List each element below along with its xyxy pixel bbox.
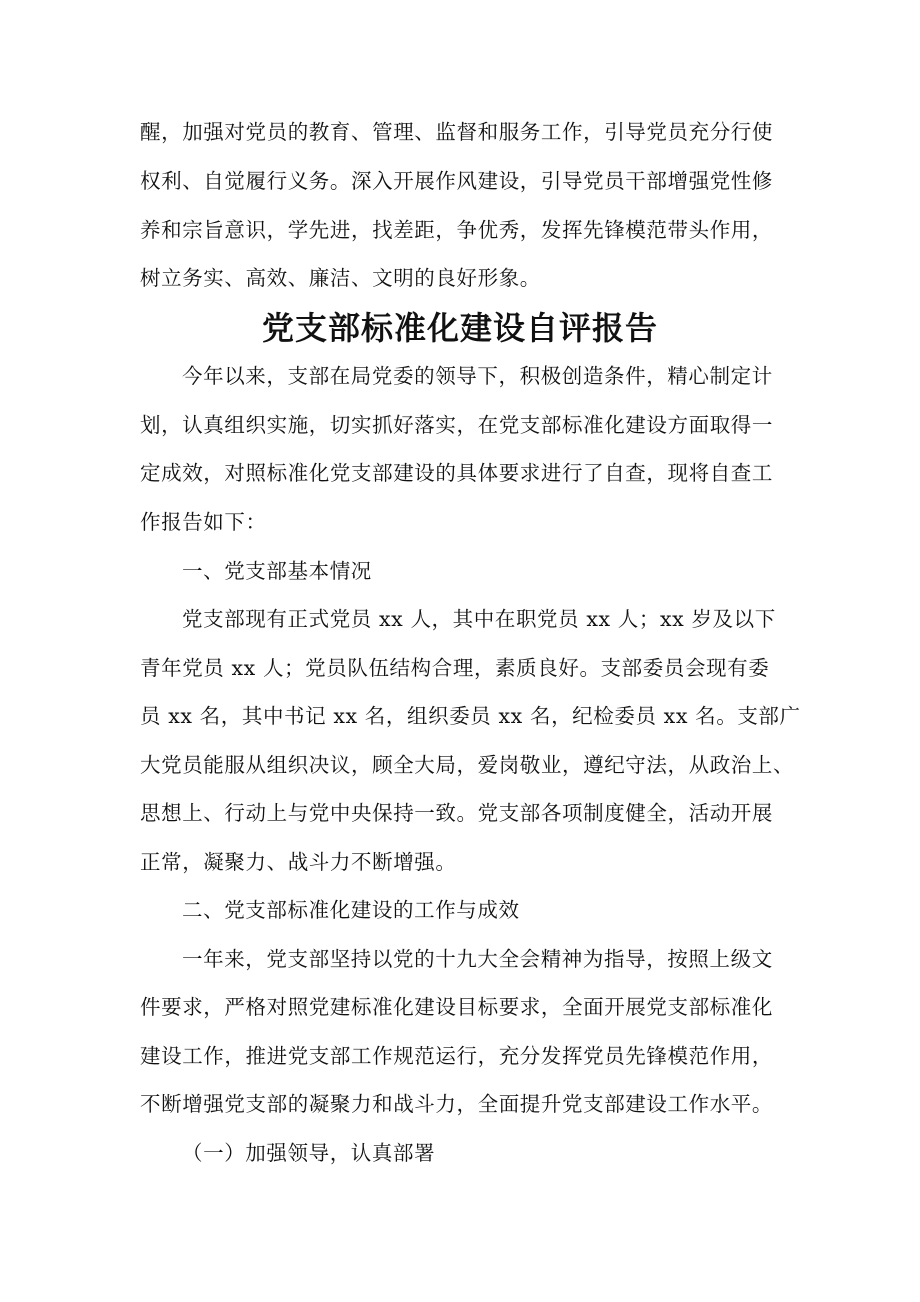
section-heading-2: 二、党支部标准化建设的工作与成效: [182, 898, 520, 922]
paragraph-2-line-3: 员 xx 名，其中书记 xx 名，组织委员 xx 名，纪检委员 xx 名。支部广: [140, 704, 801, 728]
paragraph-2-line-5: 思想上、行动上与党中央保持一致。党支部各项制度健全，活动开展: [140, 801, 773, 825]
report-title: 党支部标准化建设自评报告: [261, 309, 658, 347]
paragraph-1-line-2: 划，认真组织实施，切实抓好落实，在党支部标准化建设方面取得一: [140, 413, 773, 437]
intro-line-3: 养和宗旨意识，学先进，找差距，争优秀，发挥先锋模范带头作用，: [140, 218, 773, 242]
intro-line-4: 树立务实、高效、廉洁、文明的良好形象。: [140, 266, 541, 290]
paragraph-1-line-1: 今年以来，支部在局党委的领导下，积极创造条件，精心制定计: [182, 364, 773, 388]
intro-line-1: 醒，加强对党员的教育、管理、监督和服务工作，引导党员充分行使: [140, 120, 773, 144]
subsection-heading-1: （一）加强领导，认真部署: [182, 1141, 436, 1165]
paragraph-3-line-2: 件要求，严格对照党建标准化建设目标要求，全面开展党支部标准化: [140, 995, 773, 1019]
paragraph-2-line-4: 大党员能服从组织决议，顾全大局，爱岗敬业，遵纪守法，从政治上、: [140, 753, 795, 777]
paragraph-3-line-3: 建设工作，推进党支部工作规范运行，充分发挥党员先锋模范作用，: [140, 1044, 773, 1068]
paragraph-2-line-2: 青年党员 xx 人；党员队伍结构合理，素质良好。支部委员会现有委: [140, 656, 770, 680]
paragraph-2-line-1: 党支部现有正式党员 xx 人，其中在职党员 xx 人；xx 岁及以下: [182, 607, 776, 631]
paragraph-3-line-1: 一年来，党支部坚持以党的十九大全会精神为指导，按照上级文: [182, 947, 773, 971]
intro-line-2: 权利、自觉履行义务。深入开展作风建设，引导党员干部增强党性修: [140, 169, 773, 193]
paragraph-3-line-4: 不断增强党支部的凝聚力和战斗力，全面提升党支部建设工作水平。: [140, 1092, 773, 1116]
paragraph-2-line-6: 正常，凝聚力、战斗力不断增强。: [140, 850, 457, 874]
paragraph-1-line-3: 定成效，对照标准化党支部建设的具体要求进行了自查，现将自查工: [140, 461, 773, 485]
paragraph-1-line-4: 作报告如下：: [140, 510, 267, 534]
section-heading-1: 一、党支部基本情况: [182, 559, 372, 583]
